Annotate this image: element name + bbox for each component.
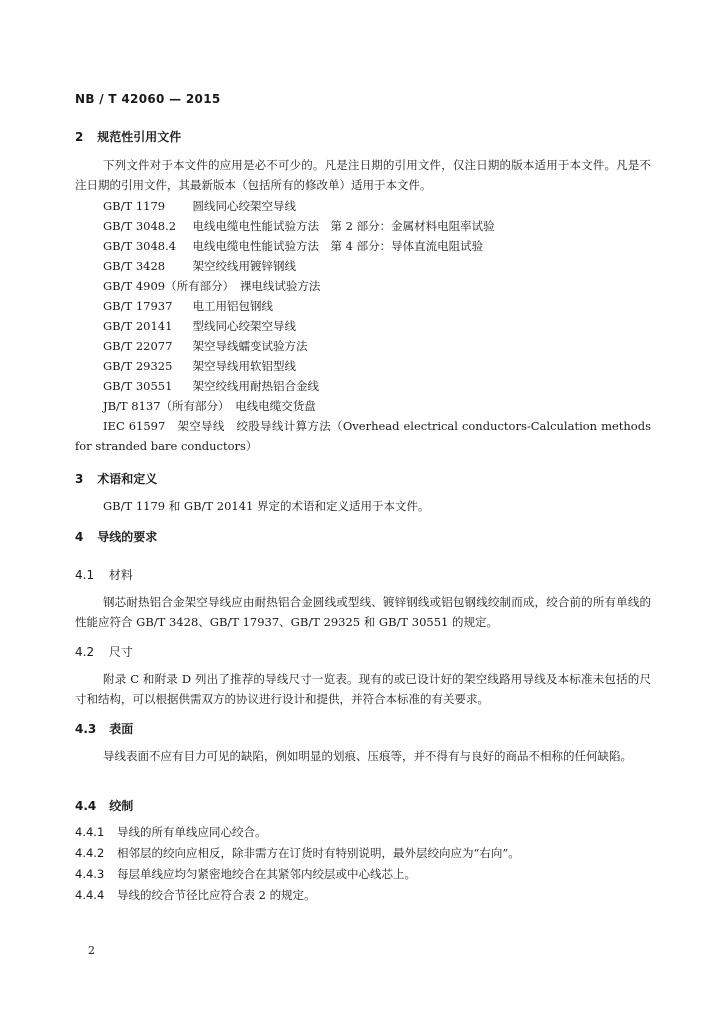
reference-code: GB/T 17937 [103, 299, 173, 313]
reference-item [75, 316, 651, 336]
subsection-number: 4.3 [75, 722, 97, 736]
subsection-title: 绞制 [109, 799, 134, 813]
section-number: 3 [75, 472, 84, 486]
clause-item [75, 843, 520, 864]
section-3-text: GB/T 1179 和 GB/T 20141 界定的术语和定义适用于本文件。 [103, 499, 430, 513]
reference-item [75, 376, 651, 396]
page-number: 2 [88, 944, 95, 957]
reference-item-iec: IEC 61597 架空导线 绞股导线计算方法（Overhead electrical conductors-Calculation methods for stranded bare conductors） [75, 419, 651, 453]
subsection-number: 4.4 [75, 799, 97, 813]
reference-item [75, 356, 651, 376]
reference-title: 电线电缆电性能试验方法 第 2 部分：金属材料电阻率试验 [192, 219, 495, 233]
section-number: 4 [75, 530, 84, 544]
reference-item [75, 296, 651, 316]
reference-code: GB/T 3048.4 [103, 239, 177, 253]
reference-item [75, 216, 651, 236]
reference-title: 架空绞线用镀锌钢线 [192, 259, 296, 273]
section-2-intro: 下列文件对于本文件的应用是必不可少的。凡是注日期的引用文件，仅注日期的版本适用于本文件。凡是不注日期的引用文件，其最新版本（包括所有的修改单）适用于本文件。 [75, 158, 651, 192]
subsection-heading-4-1 [75, 566, 133, 583]
clause-number: 4.4.4 [75, 888, 105, 902]
reference-title: 架空绞线用耐热铝合金线 [192, 379, 319, 393]
reference-code: GB/T 22077 [103, 339, 173, 353]
reference-title: 架空导线蠕变试验方法 [192, 339, 308, 353]
subsection-4-1-text: 钢芯耐热铝合金架空导线应由耐热铝合金圆线或型线、镀锌钢线或铝包钢线绞制而成，绞合前的所有单线的性能应符合 GB/T 3428、GB/T 17937、GB/T 29325 和 GB/T 30551 的规定。 [75, 595, 651, 629]
reference-item [75, 256, 651, 276]
reference-item [75, 196, 651, 216]
reference-code: GB/T 30551 [103, 379, 173, 393]
reference-code: GB/T 29325 [103, 359, 173, 373]
clause-item [75, 885, 520, 906]
subsection-title: 尺寸 [108, 645, 133, 659]
subsection-title: 材料 [108, 568, 133, 582]
clause-text: 每层单线应均匀紧密地绞合在其紧邻内绞层或中心线芯上。 [117, 867, 416, 881]
clause-text: 导线的所有单线应同心绞合。 [117, 825, 267, 839]
clause-item [75, 822, 520, 843]
clause-number: 4.4.1 [75, 825, 105, 839]
reference-title: 裸电线试验方法 [239, 279, 321, 293]
reference-title: 电线电缆电性能试验方法 第 4 部分：导体直流电阻试验 [192, 239, 484, 253]
reference-title: 型线同心绞架空导线 [192, 319, 296, 333]
clause-list-4-4 [75, 822, 520, 906]
reference-item [75, 336, 651, 356]
standard-code-header: NB / T 42060 — 2015 [75, 92, 221, 106]
clause-text: 导线的绞合节径比应符合表 2 的规定。 [117, 888, 316, 902]
normative-reference-list [75, 196, 651, 456]
section-heading-4 [75, 528, 157, 545]
reference-code: GB/T 20141 [103, 319, 173, 333]
reference-title: 电工用铝包钢线 [192, 299, 273, 313]
subsection-number: 4.1 [75, 568, 95, 582]
reference-item [75, 396, 651, 416]
clause-number: 4.4.3 [75, 867, 105, 881]
clause-item [75, 864, 520, 885]
reference-item [75, 236, 651, 256]
subsection-heading-4-3 [75, 720, 133, 737]
reference-code: GB/T 3048.2 [103, 219, 177, 233]
subsection-4-2-text: 附录 C 和附录 D 列出了推荐的导线尺寸一览表。现有的或已设计好的架空线路用导线及本标准未包括的尺寸和结构，可以根据供需双方的协议进行设计和提供，并符合本标准的有关要求。 [75, 672, 651, 706]
clause-number: 4.4.2 [75, 846, 105, 860]
section-title: 术语和定义 [97, 472, 158, 486]
section-heading-3 [75, 470, 157, 487]
subsection-title: 表面 [109, 722, 134, 736]
reference-title: 架空导线用软铝型线 [192, 359, 296, 373]
reference-code: GB/T 3428 [103, 259, 166, 273]
reference-item [75, 276, 651, 296]
subsection-4-3-text: 导线表面不应有目力可见的缺陷，例如明显的划痕、压痕等，并不得有与良好的商品不相称的任何缺陷。 [103, 749, 632, 763]
reference-code: GB/T 4909（所有部分） [103, 279, 229, 293]
subsection-heading-4-2 [75, 643, 133, 660]
section-heading-2 [75, 128, 181, 145]
reference-code: JB/T 8137（所有部分） [103, 399, 224, 413]
section-title: 导线的要求 [97, 530, 158, 544]
clause-text: 相邻层的绞向应相反，除非需方在订货时有特别说明，最外层绞向应为“右向”。 [117, 846, 520, 860]
section-number: 2 [75, 130, 84, 144]
reference-title: 圆线同心绞架空导线 [192, 199, 296, 213]
subsection-number: 4.2 [75, 645, 95, 659]
section-title: 规范性引用文件 [97, 130, 182, 144]
subsection-heading-4-4 [75, 797, 133, 814]
reference-code: GB/T 1179 [103, 199, 166, 213]
reference-title: 电线电缆交货盘 [235, 399, 316, 413]
